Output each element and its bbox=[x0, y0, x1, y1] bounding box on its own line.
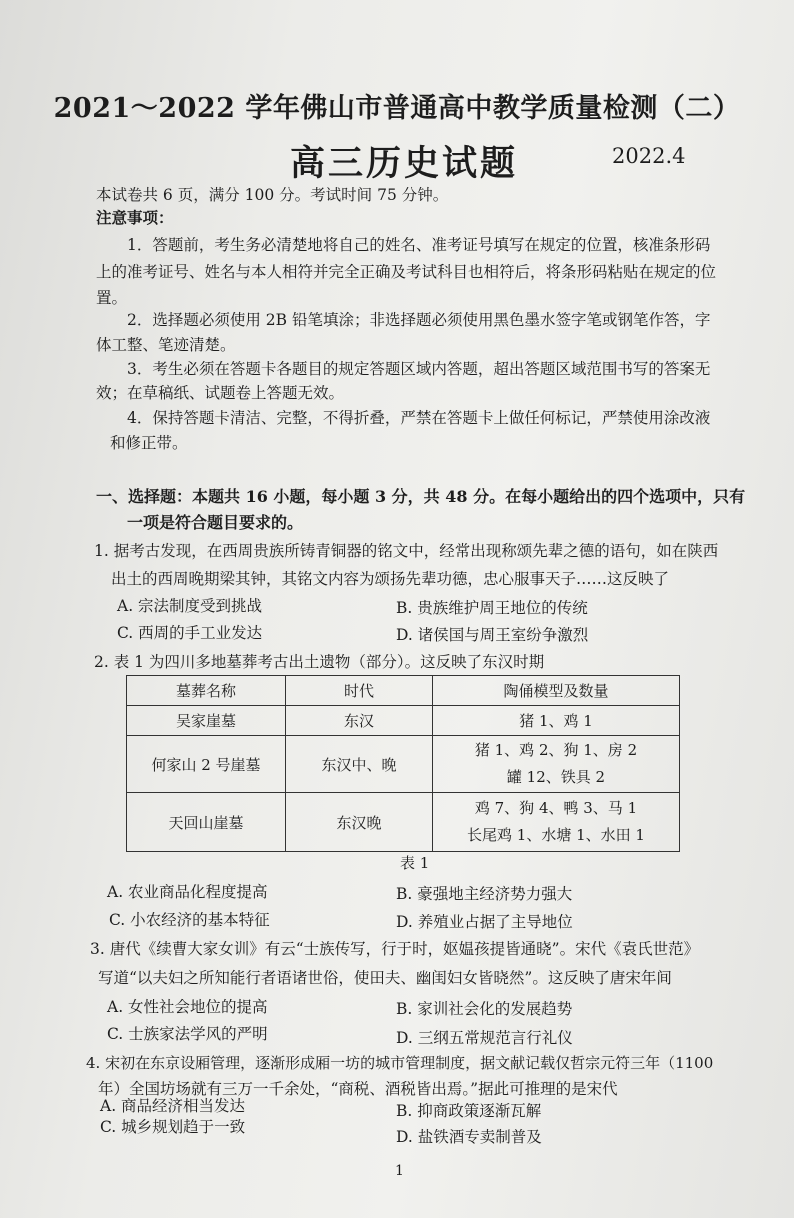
table-row bbox=[127, 793, 680, 852]
table-header-cell: 墓葬名称 bbox=[127, 676, 286, 706]
notice-line: 体工整、笔迹清楚。 bbox=[96, 336, 236, 354]
section-heading: 一、选择题：本题共 16 小题，每小题 3 分，共 48 分。在每小题给出的四个选项中，只有 bbox=[96, 487, 746, 506]
question-2-text: 2. 表 1 为四川多地墓葬考古出土遗物（部分）。这反映了东汉时期 bbox=[94, 653, 545, 671]
q4-option-d: D. 盐铁酒专卖制普及 bbox=[396, 1128, 542, 1146]
notice-line: 效；在草稿纸、试题卷上答题无效。 bbox=[96, 384, 345, 402]
question-1-text: 1. 据考古发现，在西周贵族所铸青铜器的铭文中，经常出现称颂先辈之德的语句，如在陕西 bbox=[94, 542, 719, 560]
exam-intro: 本试卷共 6 页，满分 100 分。考试时间 75 分钟。 bbox=[96, 186, 449, 204]
table-row bbox=[127, 736, 680, 793]
page-number: 1 bbox=[395, 1163, 404, 1179]
question-1-text: 出土的西周晚期梁其钟，其铭文内容为颂扬先辈功德，忠心服事天子……这反映了 bbox=[111, 570, 670, 588]
table-cell-line: 罐 12、铁具 2 bbox=[506, 768, 606, 786]
q1-option-d: D. 诸侯国与周王室纷争激烈 bbox=[396, 626, 589, 644]
table-header-cell: 时代 bbox=[286, 676, 433, 706]
table-1 bbox=[126, 675, 680, 852]
notice-line: 4．保持答题卡清洁、完整，不得折叠，严禁在答题卡上做任何标记，严禁使用涂改液 bbox=[127, 409, 711, 427]
table-cell-line: 猪 1、鸡 2、狗 1、房 2 bbox=[474, 741, 638, 759]
question-4-text: 4. 宋初在东京设厢管理，逐渐形成厢一坊的城市管理制度，据文献记载仅哲宗元符三年（1100 bbox=[86, 1054, 714, 1072]
q1-option-a: A. 宗法制度受到挑战 bbox=[117, 597, 263, 615]
q3-option-c: C. 士族家法学风的严明 bbox=[107, 1025, 268, 1043]
table-cell-items bbox=[433, 736, 680, 793]
question-4-text: 年）全国坊场就有三万一千余处，“商税、酒税皆出焉。”据此可推理的是宋代 bbox=[98, 1080, 618, 1098]
notice-heading: 注意事项： bbox=[96, 208, 174, 227]
q1-option-c: C. 西周的手工业发达 bbox=[117, 624, 263, 642]
q2-option-c: C. 小农经济的基本特征 bbox=[109, 911, 270, 929]
notice-line: 和修正带。 bbox=[110, 434, 188, 452]
question-3-text: 3. 唐代《续曹大家女训》有云“士族传写，行于时，妪媪孩提皆通晓”。宋代《袁氏世范》 bbox=[90, 940, 700, 958]
q2-option-d: D. 养殖业占据了主导地位 bbox=[396, 913, 573, 931]
q2-option-b: B. 豪强地主经济势力强大 bbox=[396, 885, 573, 903]
q1-option-b: B. 贵族维护周王地位的传统 bbox=[396, 599, 588, 617]
table-cell-line: 鸡 7、狗 4、鸭 3、马 1 bbox=[474, 799, 638, 817]
table-cell-name: 吴家崖墓 bbox=[127, 706, 286, 736]
table-row bbox=[127, 706, 680, 736]
exam-title: 2021～2022 学年佛山市普通高中教学质量检测（二） bbox=[53, 93, 741, 124]
notice-line: 置。 bbox=[96, 289, 128, 307]
notice-line: 3．考生必须在答题卡各题目的规定答题区域内答题，超出答题区域范围书写的答案无 bbox=[127, 360, 711, 378]
q4-option-c: C. 城乡规划趋于一致 bbox=[100, 1118, 246, 1136]
table-cell-name: 何家山 2 号崖墓 bbox=[127, 736, 286, 793]
exam-subtitle: 高三历史试题 bbox=[290, 143, 519, 184]
table-cell-name: 天回山崖墓 bbox=[127, 793, 286, 852]
table-cell-era: 东汉中、晚 bbox=[286, 736, 433, 793]
notice-line: 2．选择题必须使用 2B 铅笔填涂；非选择题必须使用黑色墨水签字笔或钢笔作答，字 bbox=[127, 311, 711, 329]
q3-option-a: A. 女性社会地位的提高 bbox=[107, 998, 268, 1016]
table-cell-items: 猪 1、鸡 1 bbox=[433, 706, 680, 736]
table-cell-line: 长尾鸡 1、水塘 1、水田 1 bbox=[467, 826, 645, 844]
table-cell-era: 东汉晚 bbox=[286, 793, 433, 852]
table-cell-era: 东汉 bbox=[286, 706, 433, 736]
table-caption: 表 1 bbox=[400, 854, 430, 872]
exam-date: 2022.4 bbox=[612, 144, 686, 168]
table-header-row bbox=[127, 676, 680, 706]
q2-option-a: A. 农业商品化程度提高 bbox=[107, 883, 268, 901]
q4-option-a: A. 商品经济相当发达 bbox=[100, 1097, 246, 1115]
table-cell-items bbox=[433, 793, 680, 852]
q3-option-d: D. 三纲五常规范言行礼仪 bbox=[396, 1029, 573, 1047]
q4-option-b: B. 抑商政策逐渐瓦解 bbox=[396, 1102, 542, 1120]
notice-line: 1．答题前，考生务必清楚地将自己的姓名、准考证号填写在规定的位置，核准条形码 bbox=[127, 236, 711, 254]
q3-option-b: B. 家训社会化的发展趋势 bbox=[396, 1000, 573, 1018]
notice-line: 上的准考证号、姓名与本人相符并完全正确及考试科目也相符后，将条形码粘贴在规定的位 bbox=[96, 263, 717, 281]
section-heading-cont: 一项是符合题目要求的。 bbox=[127, 513, 304, 532]
question-3-text: 写道“以夫妇之所知能行者语诸世俗，使田夫、幽闺妇女皆晓然”。这反映了唐宋年间 bbox=[98, 969, 672, 987]
table-header-cell: 陶俑模型及数量 bbox=[433, 676, 680, 706]
